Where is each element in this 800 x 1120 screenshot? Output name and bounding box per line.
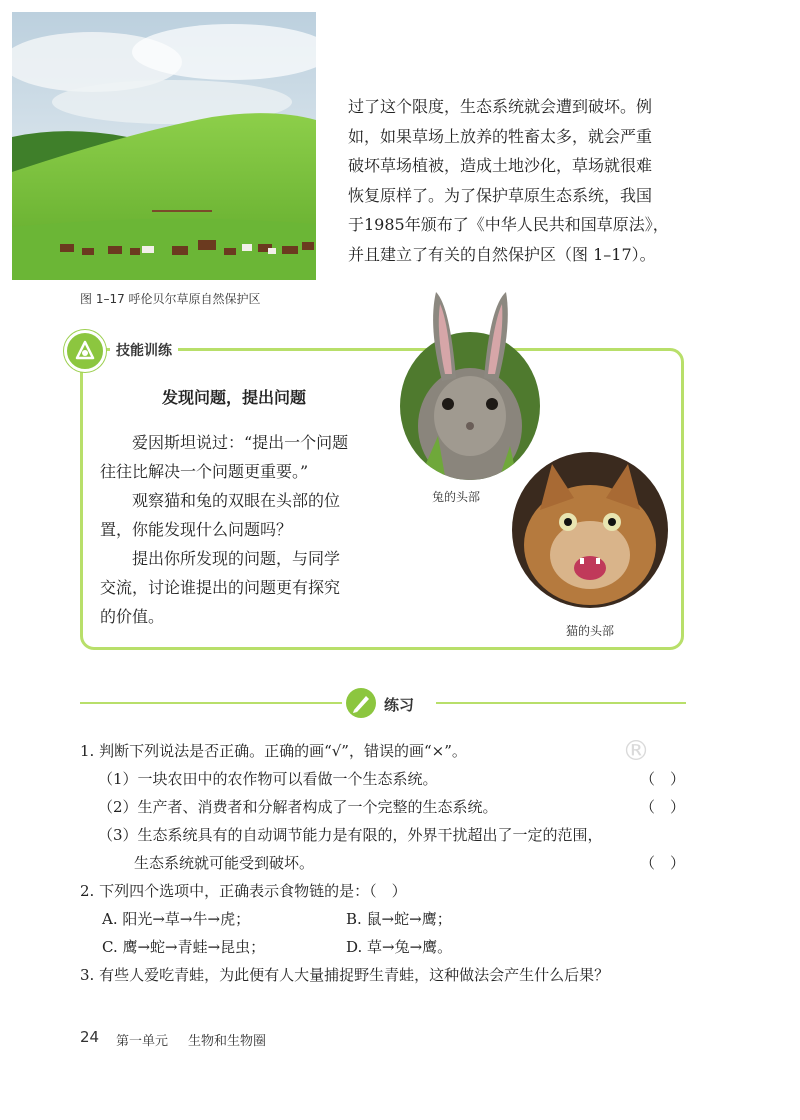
page-number: 24 bbox=[80, 1028, 100, 1046]
skill-text bbox=[100, 428, 400, 631]
text-line: 置，你能发现什么问题吗？ bbox=[100, 520, 293, 539]
pencil-icon bbox=[346, 688, 376, 718]
answer-blank[interactable]: （ ） bbox=[640, 770, 686, 788]
text-line: 的价值。 bbox=[100, 607, 165, 626]
text-line: 交流，讨论谁提出的问题更有探究 bbox=[100, 578, 341, 597]
question-1-item-2: （2）生产者、消费者和分解者构成了一个完整的生态系统。 bbox=[98, 798, 498, 816]
text-line: 往往比解决一个问题更重要。” bbox=[100, 462, 309, 481]
text-line: 于1985年颁布了《中华人民共和国草原法》， bbox=[348, 215, 669, 234]
text-line: 恢复原样了。为了保护草原生态系统，我国 bbox=[348, 185, 653, 205]
question-1-item-3-cont: 生态系统就可能受到破坏。 bbox=[134, 854, 315, 872]
grassland-photo bbox=[12, 12, 316, 280]
exercise-divider-right bbox=[436, 702, 686, 704]
text-line: 如，如果草场上放养的牲畜太多，就会严重 bbox=[348, 126, 653, 146]
skill-badge-icon bbox=[64, 330, 106, 372]
text-line: 爱因斯坦说过：“提出一个问题 bbox=[100, 433, 349, 452]
footer-unit: 第一单元 bbox=[116, 1034, 169, 1049]
option-d: D. 草→兔→鹰。 bbox=[346, 938, 453, 956]
option-a: A. 阳光→草→牛→虎； bbox=[102, 910, 251, 928]
figure-caption: 图 1–17 呼伦贝尔草原自然保护区 bbox=[80, 292, 261, 306]
text-line: 破坏草场植被，造成土地沙化，草场就很难 bbox=[348, 156, 653, 175]
answer-blank[interactable]: （ ） bbox=[640, 854, 686, 872]
question-1: 1. 判断下列说法是否正确。正确的画“√”，错误的画“×”。 bbox=[80, 742, 467, 760]
exercise-title: 练习 bbox=[384, 696, 415, 714]
question-1-item-1: （1）一块农田中的农作物可以看做一个生态系统。 bbox=[98, 770, 438, 788]
skill-heading: 发现问题，提出问题 bbox=[162, 388, 307, 407]
text-line: 提出你所发现的问题，与同学 bbox=[100, 549, 341, 568]
cat-caption: 猫的头部 bbox=[566, 624, 615, 638]
answer-blank[interactable]: （ ） bbox=[640, 798, 686, 816]
question-1-item-3: （3）生态系统具有的自动调节能力是有限的，外界干扰超出了一定的范围， bbox=[98, 826, 603, 844]
text-line: 过了这个限度，生态系统就会遭到破坏。例 bbox=[348, 97, 653, 116]
option-c: C. 鹰→蛇→青蛙→昆虫； bbox=[102, 938, 266, 956]
text-line: 观察猫和兔的双眼在头部的位 bbox=[100, 491, 341, 510]
rabbit-caption: 兔的头部 bbox=[432, 490, 481, 504]
question-2: 2. 下列四个选项中，正确表示食物链的是：（ ） bbox=[80, 882, 407, 900]
intro-paragraph bbox=[348, 92, 693, 269]
skill-training-title: 技能训练 bbox=[110, 340, 178, 360]
question-3: 3. 有些人爱吃青蛙，为此便有人大量捕捉野生青蛙，这种做法会产生什么后果？ bbox=[80, 966, 610, 984]
exercise-divider-left bbox=[80, 702, 342, 704]
footer-chapter: 生物和生物圈 bbox=[188, 1034, 267, 1049]
text-line: 并且建立了有关的自然保护区（图 1–17）。 bbox=[348, 244, 656, 264]
registered-mark: ® bbox=[622, 734, 650, 767]
cat-head-image bbox=[510, 450, 670, 610]
option-b: B. 鼠→蛇→鹰； bbox=[346, 910, 452, 928]
